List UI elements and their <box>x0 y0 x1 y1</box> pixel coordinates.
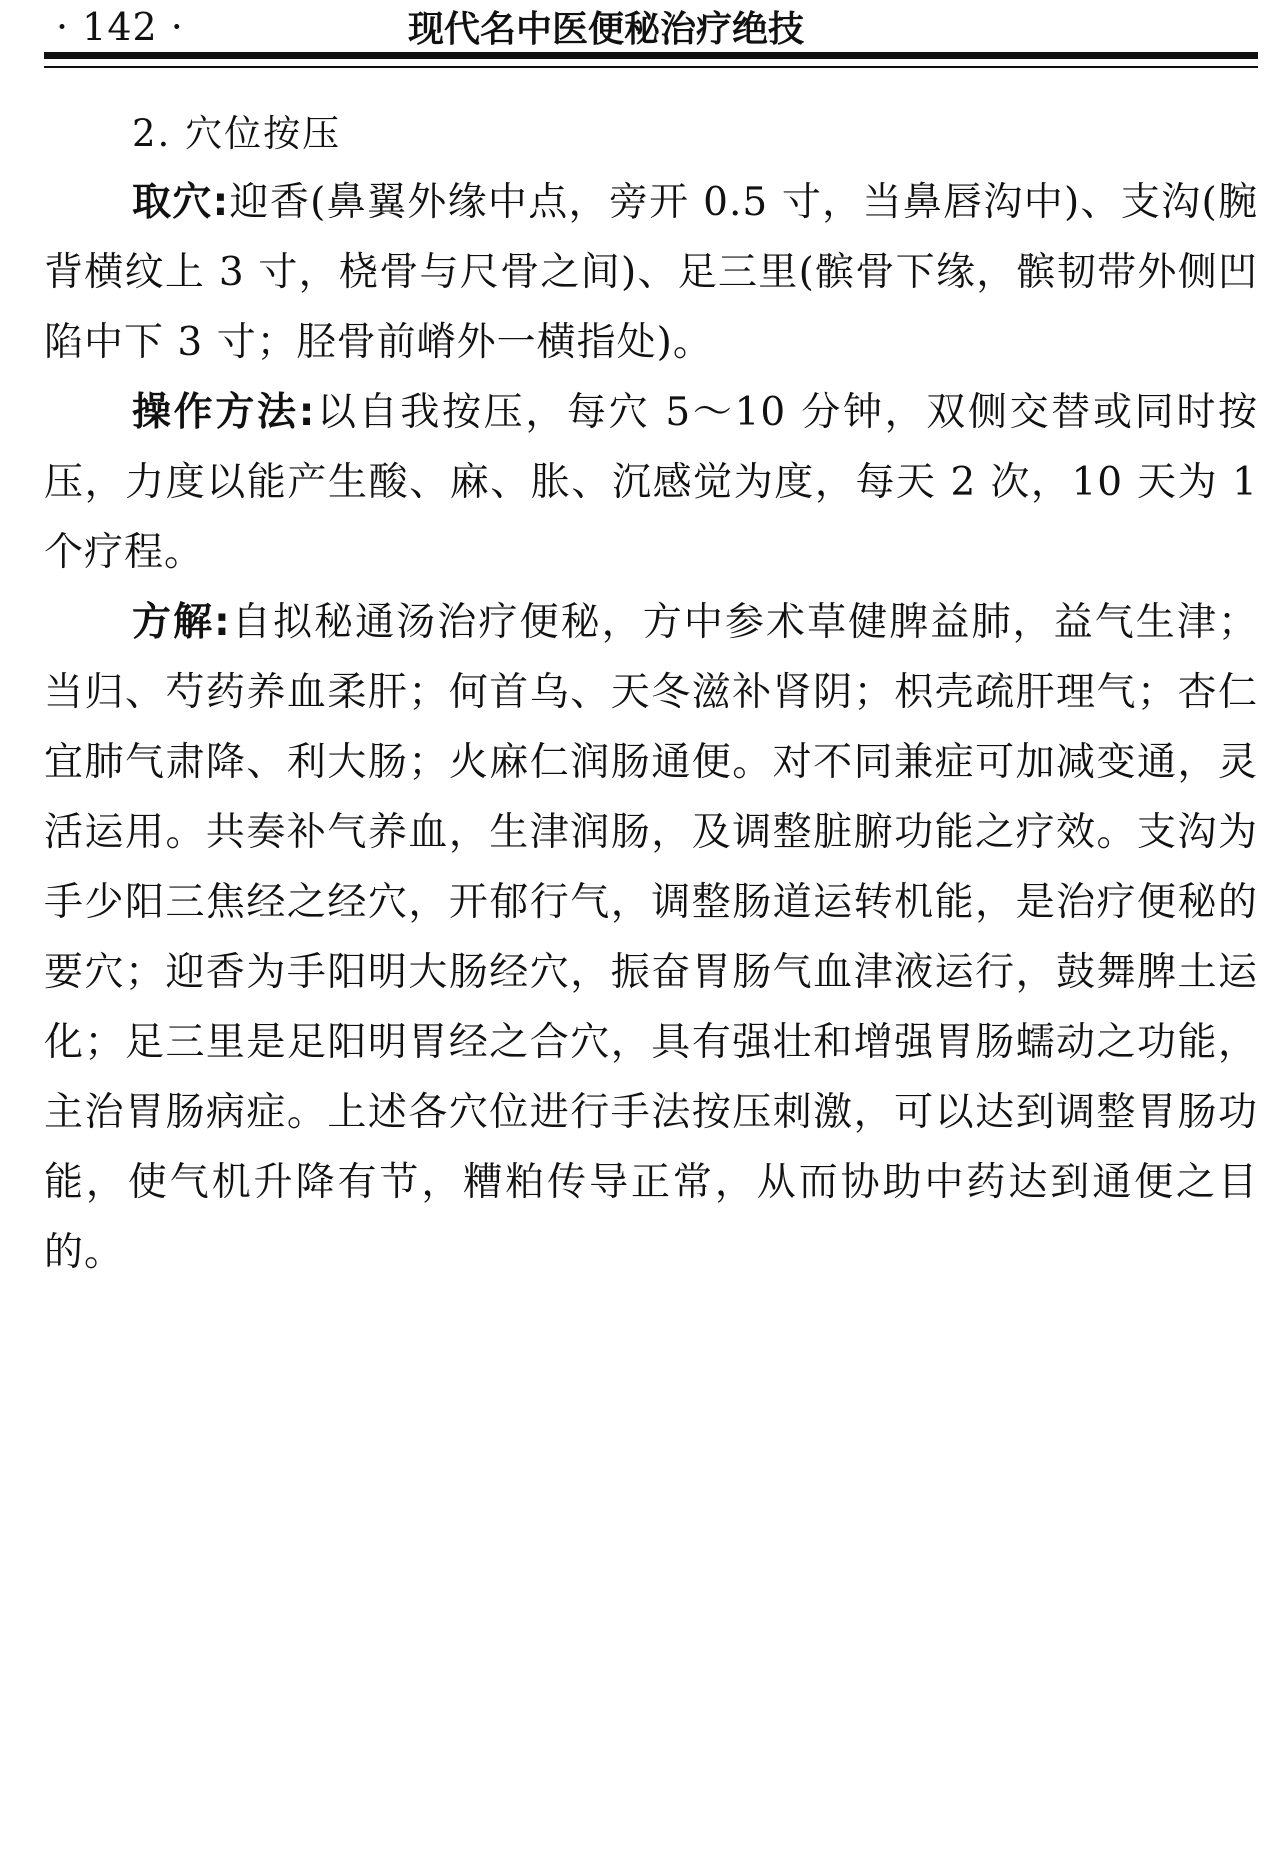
header-rule-thin <box>44 66 1258 68</box>
paragraph-acupoints <box>44 168 1258 378</box>
paragraph-acupoints-text: 迎香(鼻翼外缘中点，旁开 0.5 寸，当鼻唇沟中)、支沟(腕背横纹上 3 寸，桡骨与尺骨之间)、足三里(髌骨下缘，髌韧带外侧凹陷中下 3 寸；胫骨前嵴外一横指处)。 <box>44 180 1258 365</box>
paragraph-explanation-text: 自拟秘通汤治疗便秘，方中参术草健脾益肺，益气生津；当归、芍药养血柔肝；何首乌、天冬滋补肾阴；枳壳疏肝理气；杏仁宜肺气肃降、利大肠；火麻仁润肠通便。对不同兼症可加减变通，灵活运用。共奏补气养血，生津润肠，及调整脏腑功能之疗效。支沟为手少阳三焦经之经穴，开郁行气，调整肠道运转机能，是治疗便秘的要穴；迎香为手阳明大肠经穴，振奋胃肠气血津液运行，鼓舞脾土运化；足三里是足阳明胃经之合穴，具有强壮和增强胃肠蠕动之功能，主治胃肠病症。上述各穴位进行手法按压刺激，可以达到调整胃肠功能，使气机升降有节，糟粕传导正常，从而协助中药达到通便之目的。 <box>44 600 1258 1275</box>
paragraph-method-text: 以自我按压，每穴 5～10 分钟，双侧交替或同时按压，力度以能产生酸、麻、胀、沉感觉为度，每天 2 次，10 天为 1 个疗程。 <box>44 390 1258 575</box>
term-explanation: 方解: <box>132 600 231 645</box>
paragraph-method <box>44 378 1258 588</box>
header-rule-thick <box>44 52 1258 59</box>
paragraph-explanation <box>44 588 1258 1288</box>
term-method: 操作方法: <box>132 390 316 435</box>
section-heading: 2. 穴位按压 <box>132 112 342 155</box>
page-number: · 142 · <box>56 5 184 49</box>
term-acupoints: 取穴: <box>132 180 230 225</box>
main-content <box>44 100 1258 1288</box>
running-title: 现代名中医便秘治疗绝技 <box>408 8 805 50</box>
